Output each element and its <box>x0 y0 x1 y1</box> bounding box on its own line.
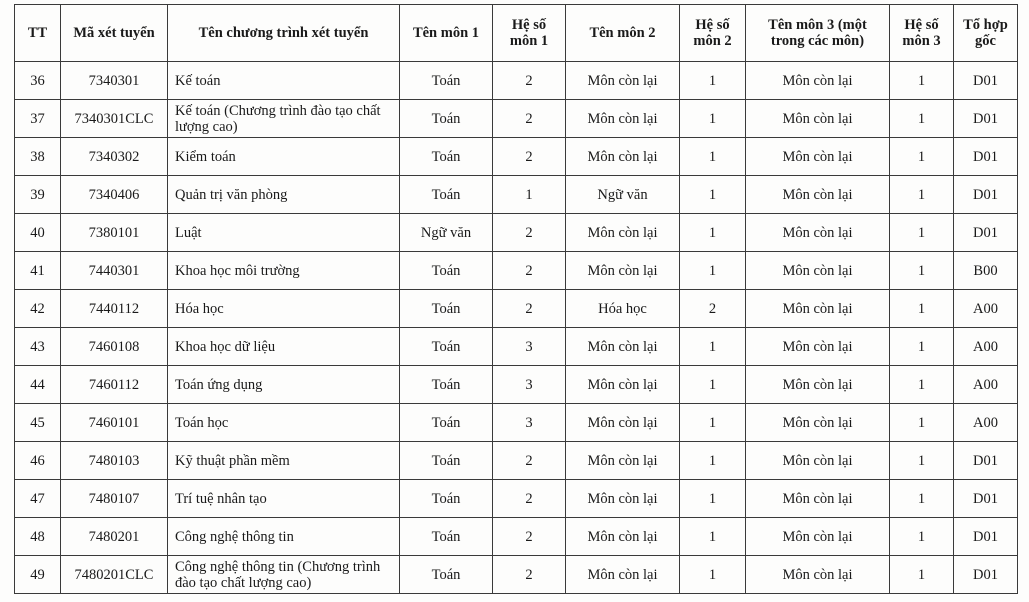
cell-tt: 44 <box>15 366 61 404</box>
cell-coef3: 1 <box>890 176 954 214</box>
cell-subject1: Toán <box>400 366 493 404</box>
cell-subject3: Môn còn lại <box>746 328 890 366</box>
cell-code: 7340406 <box>61 176 168 214</box>
cell-combo: D01 <box>954 138 1018 176</box>
cell-coef1: 3 <box>493 328 566 366</box>
cell-subject2: Môn còn lại <box>566 100 680 138</box>
table-row <box>15 138 1018 176</box>
cell-code: 7460101 <box>61 404 168 442</box>
cell-code: 7480107 <box>61 480 168 518</box>
cell-subject3: Môn còn lại <box>746 214 890 252</box>
cell-tt: 42 <box>15 290 61 328</box>
table-row <box>15 290 1018 328</box>
cell-coef3: 1 <box>890 442 954 480</box>
header-combo: Tổ hợp gốc <box>954 5 1018 62</box>
cell-coef3: 1 <box>890 100 954 138</box>
cell-coef3: 1 <box>890 290 954 328</box>
cell-combo: D01 <box>954 556 1018 594</box>
cell-subject1: Toán <box>400 556 493 594</box>
cell-coef2: 1 <box>680 62 746 100</box>
cell-program: Kiểm toán <box>168 138 400 176</box>
table-row <box>15 176 1018 214</box>
table-row <box>15 62 1018 100</box>
cell-subject2: Môn còn lại <box>566 138 680 176</box>
table-row <box>15 404 1018 442</box>
cell-subject3: Môn còn lại <box>746 100 890 138</box>
cell-coef3: 1 <box>890 556 954 594</box>
cell-combo: D01 <box>954 442 1018 480</box>
cell-coef1: 2 <box>493 480 566 518</box>
cell-subject1: Toán <box>400 328 493 366</box>
cell-tt: 36 <box>15 62 61 100</box>
cell-coef2: 1 <box>680 138 746 176</box>
cell-combo: B00 <box>954 252 1018 290</box>
table-row <box>15 366 1018 404</box>
cell-program: Hóa học <box>168 290 400 328</box>
cell-code: 7480103 <box>61 442 168 480</box>
table-row <box>15 442 1018 480</box>
cell-subject3: Môn còn lại <box>746 366 890 404</box>
cell-code: 7460108 <box>61 328 168 366</box>
cell-subject2: Môn còn lại <box>566 480 680 518</box>
cell-combo: D01 <box>954 62 1018 100</box>
cell-subject1: Ngữ văn <box>400 214 493 252</box>
cell-coef2: 1 <box>680 442 746 480</box>
cell-subject3: Môn còn lại <box>746 138 890 176</box>
cell-program: Toán ứng dụng <box>168 366 400 404</box>
cell-coef2: 1 <box>680 404 746 442</box>
cell-subject3: Môn còn lại <box>746 480 890 518</box>
cell-subject2: Môn còn lại <box>566 518 680 556</box>
cell-code: 7340301 <box>61 62 168 100</box>
cell-tt: 48 <box>15 518 61 556</box>
cell-coef1: 2 <box>493 138 566 176</box>
cell-tt: 46 <box>15 442 61 480</box>
cell-combo: A00 <box>954 404 1018 442</box>
cell-code: 7340301CLC <box>61 100 168 138</box>
cell-code: 7480201CLC <box>61 556 168 594</box>
cell-subject3: Môn còn lại <box>746 176 890 214</box>
cell-coef3: 1 <box>890 480 954 518</box>
cell-code: 7380101 <box>61 214 168 252</box>
table-body <box>15 62 1018 594</box>
cell-coef1: 3 <box>493 366 566 404</box>
cell-subject3: Môn còn lại <box>746 518 890 556</box>
cell-coef1: 2 <box>493 214 566 252</box>
cell-combo: D01 <box>954 480 1018 518</box>
cell-combo: A00 <box>954 290 1018 328</box>
cell-subject2: Môn còn lại <box>566 556 680 594</box>
cell-code: 7440112 <box>61 290 168 328</box>
cell-subject2: Môn còn lại <box>566 214 680 252</box>
admissions-table <box>14 4 1018 594</box>
cell-coef1: 2 <box>493 518 566 556</box>
cell-subject2: Môn còn lại <box>566 62 680 100</box>
cell-program: Kế toán (Chương trình đào tạo chất lượng cao) <box>168 100 400 138</box>
cell-coef3: 1 <box>890 366 954 404</box>
cell-tt: 49 <box>15 556 61 594</box>
cell-program: Toán học <box>168 404 400 442</box>
cell-coef3: 1 <box>890 328 954 366</box>
cell-coef2: 1 <box>680 214 746 252</box>
cell-tt: 40 <box>15 214 61 252</box>
cell-subject1: Toán <box>400 176 493 214</box>
cell-subject2: Môn còn lại <box>566 404 680 442</box>
cell-coef2: 1 <box>680 252 746 290</box>
cell-coef1: 2 <box>493 556 566 594</box>
table-row <box>15 100 1018 138</box>
cell-coef1: 2 <box>493 100 566 138</box>
cell-subject1: Toán <box>400 480 493 518</box>
cell-subject1: Toán <box>400 62 493 100</box>
cell-subject1: Toán <box>400 138 493 176</box>
cell-subject3: Môn còn lại <box>746 252 890 290</box>
header-coef1: Hệ số môn 1 <box>493 5 566 62</box>
header-row <box>15 5 1018 62</box>
cell-coef3: 1 <box>890 518 954 556</box>
cell-coef3: 1 <box>890 214 954 252</box>
cell-code: 7460112 <box>61 366 168 404</box>
cell-coef3: 1 <box>890 62 954 100</box>
cell-coef1: 3 <box>493 404 566 442</box>
cell-subject1: Toán <box>400 100 493 138</box>
cell-subject1: Toán <box>400 290 493 328</box>
cell-coef2: 1 <box>680 328 746 366</box>
table-row <box>15 252 1018 290</box>
cell-subject3: Môn còn lại <box>746 62 890 100</box>
cell-subject2: Hóa học <box>566 290 680 328</box>
cell-subject2: Môn còn lại <box>566 366 680 404</box>
table-header <box>15 5 1018 62</box>
cell-combo: A00 <box>954 328 1018 366</box>
cell-subject2: Ngữ văn <box>566 176 680 214</box>
cell-subject3: Môn còn lại <box>746 404 890 442</box>
cell-combo: D01 <box>954 214 1018 252</box>
cell-coef2: 1 <box>680 176 746 214</box>
table-row <box>15 518 1018 556</box>
header-tt: TT <box>15 5 61 62</box>
cell-program: Công nghệ thông tin (Chương trình đào tạo chất lượng cao) <box>168 556 400 594</box>
header-code: Mã xét tuyển <box>61 5 168 62</box>
cell-code: 7480201 <box>61 518 168 556</box>
cell-tt: 38 <box>15 138 61 176</box>
cell-subject2: Môn còn lại <box>566 442 680 480</box>
cell-subject2: Môn còn lại <box>566 328 680 366</box>
cell-program: Khoa học môi trường <box>168 252 400 290</box>
header-subject3: Tên môn 3 (một trong các môn) <box>746 5 890 62</box>
cell-subject3: Môn còn lại <box>746 290 890 328</box>
cell-tt: 45 <box>15 404 61 442</box>
cell-coef1: 2 <box>493 62 566 100</box>
table-row <box>15 556 1018 594</box>
cell-subject1: Toán <box>400 442 493 480</box>
cell-subject3: Môn còn lại <box>746 442 890 480</box>
cell-coef2: 1 <box>680 100 746 138</box>
cell-program: Công nghệ thông tin <box>168 518 400 556</box>
cell-coef2: 1 <box>680 366 746 404</box>
cell-combo: D01 <box>954 100 1018 138</box>
cell-code: 7440301 <box>61 252 168 290</box>
header-subject2: Tên môn 2 <box>566 5 680 62</box>
cell-program: Kỹ thuật phần mềm <box>168 442 400 480</box>
cell-program: Quản trị văn phòng <box>168 176 400 214</box>
cell-program: Kế toán <box>168 62 400 100</box>
table-row <box>15 480 1018 518</box>
cell-subject1: Toán <box>400 518 493 556</box>
cell-coef2: 1 <box>680 480 746 518</box>
cell-coef1: 1 <box>493 176 566 214</box>
cell-coef2: 2 <box>680 290 746 328</box>
cell-tt: 37 <box>15 100 61 138</box>
cell-code: 7340302 <box>61 138 168 176</box>
cell-combo: D01 <box>954 176 1018 214</box>
table-row <box>15 214 1018 252</box>
cell-coef1: 2 <box>493 252 566 290</box>
cell-subject1: Toán <box>400 404 493 442</box>
cell-coef1: 2 <box>493 290 566 328</box>
cell-coef2: 1 <box>680 518 746 556</box>
cell-program: Trí tuệ nhân tạo <box>168 480 400 518</box>
cell-tt: 43 <box>15 328 61 366</box>
cell-coef3: 1 <box>890 404 954 442</box>
cell-tt: 39 <box>15 176 61 214</box>
cell-subject2: Môn còn lại <box>566 252 680 290</box>
cell-coef1: 2 <box>493 442 566 480</box>
cell-program: Luật <box>168 214 400 252</box>
cell-tt: 47 <box>15 480 61 518</box>
cell-coef3: 1 <box>890 252 954 290</box>
cell-combo: D01 <box>954 518 1018 556</box>
cell-subject1: Toán <box>400 252 493 290</box>
header-coef3: Hệ số môn 3 <box>890 5 954 62</box>
cell-program: Khoa học dữ liệu <box>168 328 400 366</box>
cell-subject3: Môn còn lại <box>746 556 890 594</box>
cell-coef3: 1 <box>890 138 954 176</box>
cell-coef2: 1 <box>680 556 746 594</box>
table-row <box>15 328 1018 366</box>
header-coef2: Hệ số môn 2 <box>680 5 746 62</box>
cell-combo: A00 <box>954 366 1018 404</box>
header-program: Tên chương trình xét tuyển <box>168 5 400 62</box>
cell-tt: 41 <box>15 252 61 290</box>
header-subject1: Tên môn 1 <box>400 5 493 62</box>
